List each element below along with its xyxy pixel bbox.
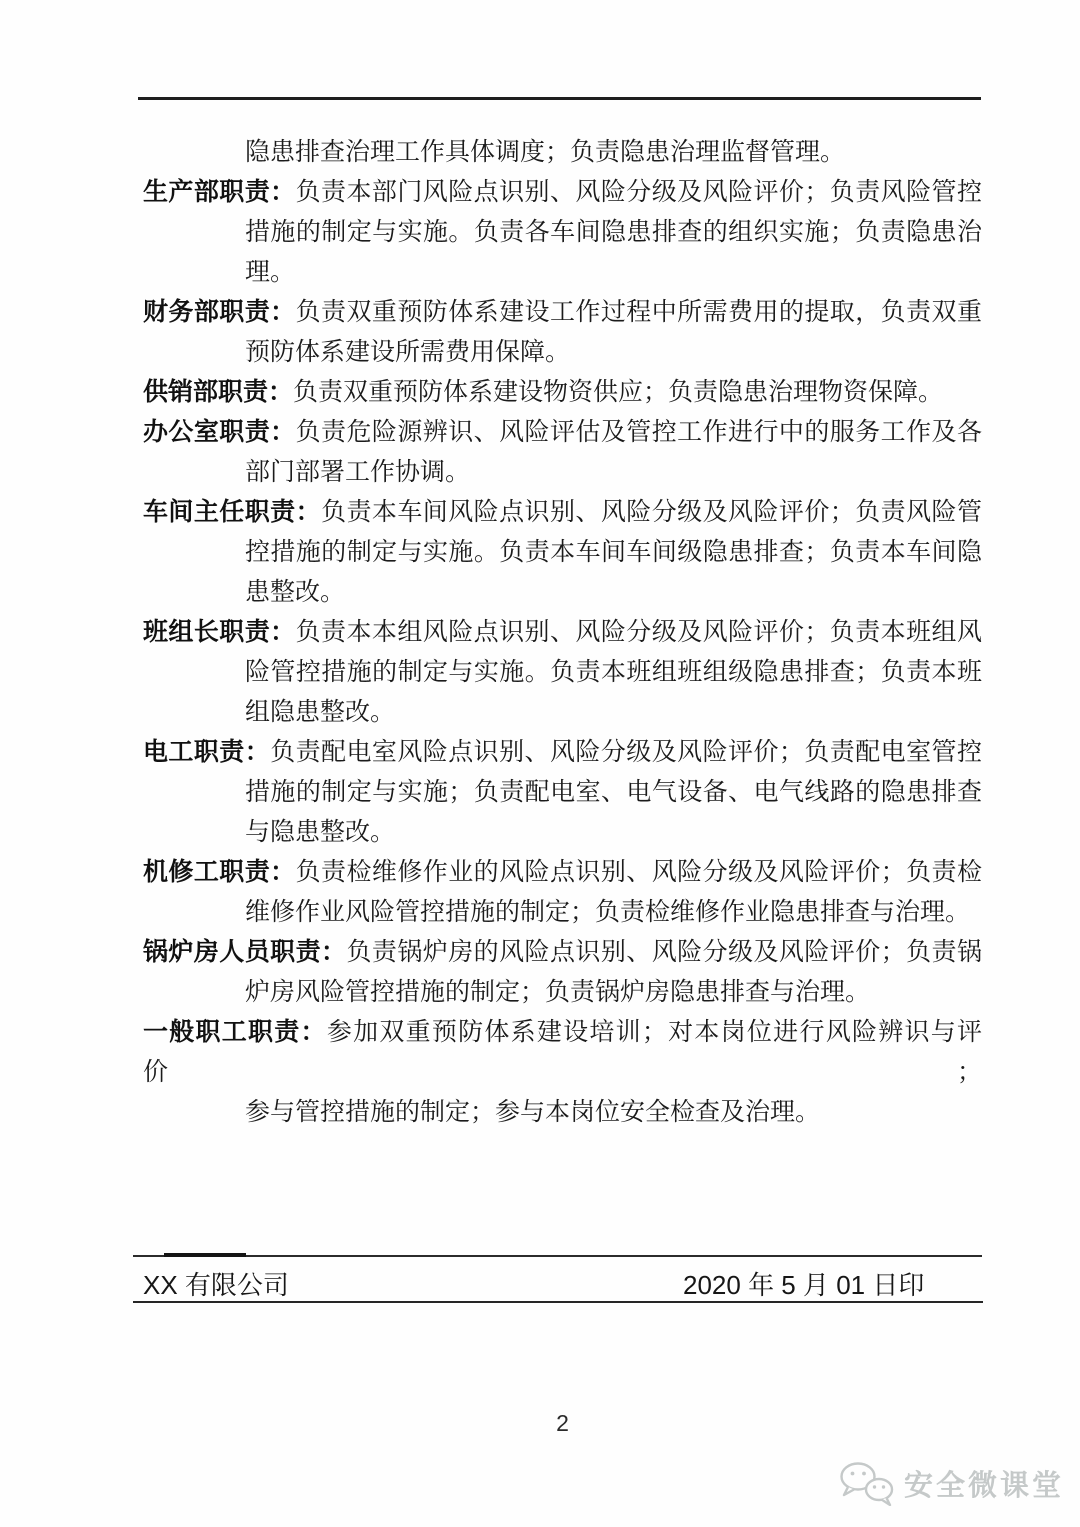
document-body [143, 133, 982, 1133]
footer-top-rule-thick-segment [164, 1253, 246, 1257]
footer-top-rule [133, 1255, 982, 1257]
duty-line [143, 373, 982, 413]
duty-line [143, 933, 982, 973]
duty-label: 一般职工职责： [143, 1019, 327, 1046]
duty-text: 负责配电室风险点识别、风险分级及风险评价；负责配电室管控 [270, 739, 982, 766]
duty-label: 生产部职责： [143, 179, 296, 206]
duty-line [143, 613, 982, 653]
duty-paragraph [143, 133, 982, 173]
duty-label: 财务部职责： [143, 299, 296, 326]
duty-label: 电工职责： [143, 739, 271, 766]
watermark-text: 安全微课堂 [903, 1469, 1064, 1502]
duty-text: 负责本车间风险点识别、风险分级及风险评价；负责风险管 [321, 499, 982, 526]
duty-paragraph [143, 173, 982, 293]
duty-paragraph [143, 373, 982, 413]
duty-paragraph [143, 1013, 982, 1133]
duty-line: 控措施的制定与实施。负责本车间车间级隐患排查；负责本车间隐 [245, 539, 982, 566]
duty-line: 患整改。 [245, 579, 346, 606]
footer-print-date: 2020 年 5 月 01 日印 [683, 1270, 925, 1300]
duty-line: 措施的制定与实施。负责各车间隐患排查的组织实施；负责隐患治 [245, 219, 982, 246]
duty-text: 负责检维修作业的风险点识别、风险分级及风险评价；负责检 [295, 859, 982, 886]
duty-text: 参加双重预防体系建设培训；对本岗位进行风险辨识与评价； [143, 1019, 982, 1086]
top-border-rule [138, 97, 981, 100]
duty-text: 负责锅炉房的风险点识别、风险分级及风险评价；负责锅 [346, 939, 982, 966]
duty-paragraph [143, 293, 982, 373]
duty-line: 理。 [245, 259, 296, 286]
duty-label: 班组长职责： [143, 619, 296, 646]
duty-line: 参与管控措施的制定；参与本岗位安全检查及治理。 [245, 1099, 821, 1126]
watermark [837, 1460, 1064, 1506]
duty-label: 锅炉房人员职责： [143, 939, 347, 966]
duty-line [143, 853, 982, 893]
duty-label: 车间主任职责： [143, 499, 322, 526]
duty-paragraph [143, 413, 982, 493]
duty-text: 负责危险源辨识、风险评估及管控工作进行中的服务工作及各 [295, 419, 982, 446]
wechat-icon [837, 1460, 895, 1506]
duty-label: 机修工职责： [143, 859, 296, 886]
duty-line [143, 293, 982, 333]
duty-line: 炉房风险管控措施的制定；负责锅炉房隐患排查与治理。 [245, 979, 871, 1006]
duty-line [143, 733, 982, 773]
duty-paragraph [143, 733, 982, 853]
duty-line [143, 173, 982, 213]
duty-line: 险管控措施的制定与实施。负责本班组班组级隐患排查；负责本班 [245, 659, 982, 686]
duty-line: 隐患排查治理工作具体调度；负责隐患治理监督管理。 [245, 139, 846, 166]
duty-text: 负责双重预防体系建设物资供应；负责隐患治理物资保障。 [293, 379, 944, 406]
duty-text: 负责双重预防体系建设工作过程中所需费用的提取，负责双重 [295, 299, 982, 326]
duty-line: 措施的制定与实施；负责配电室、电气设备、电气线路的隐患排查 [245, 779, 982, 806]
duty-line: 组隐患整改。 [245, 699, 396, 726]
duty-label: 供销部职责： [143, 379, 294, 406]
duty-line [143, 413, 982, 453]
duty-paragraph [143, 613, 982, 733]
duty-line: 与隐患整改。 [245, 819, 396, 846]
duty-paragraph [143, 493, 982, 613]
duty-line [143, 1013, 982, 1093]
footer-company-name: XX 有限公司 [143, 1270, 289, 1300]
duty-line: 预防体系建设所需费用保障。 [245, 339, 571, 366]
duty-text: 负责本部门风险点识别、风险分级及风险评价；负责风险管控 [295, 179, 982, 206]
duty-line: 维修作业风险管控措施的制定；负责检维修作业隐患排查与治理。 [245, 899, 971, 926]
page-footer [143, 1263, 982, 1299]
footer-bottom-rule [133, 1301, 983, 1303]
duty-label: 办公室职责： [143, 419, 296, 446]
duty-line: 部门部署工作协调。 [245, 459, 471, 486]
duty-line [143, 493, 982, 533]
duty-paragraph [143, 853, 982, 933]
page-number: 2 [556, 1410, 569, 1436]
duty-text: 负责本本组风险点识别、风险分级及风险评价；负责本班组风 [295, 619, 982, 646]
duty-paragraph [143, 933, 982, 1013]
